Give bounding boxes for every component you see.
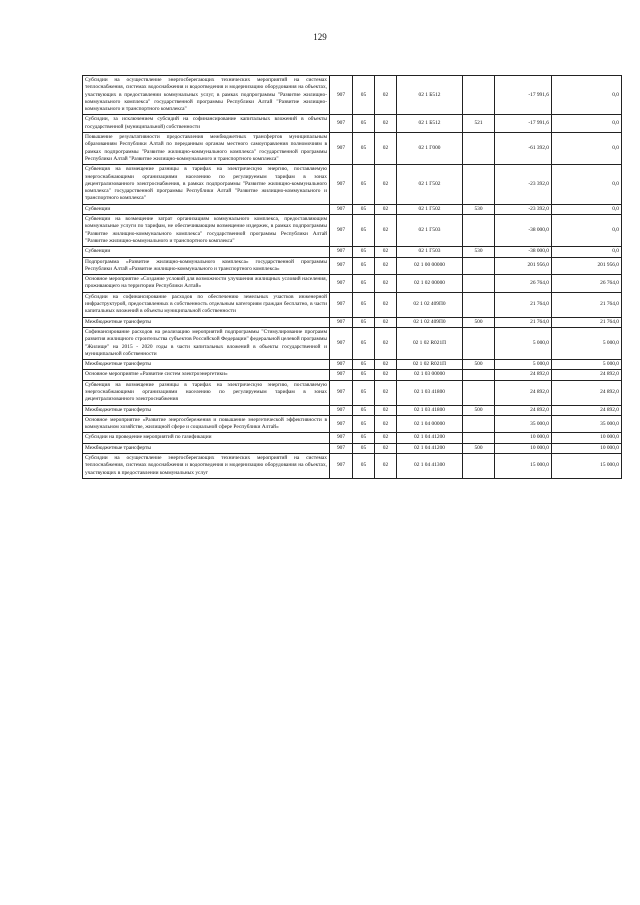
target-code: 02 1 04 41300 [397,454,463,479]
amount-total: 5 000,0 [552,327,622,359]
section-code: 05 [353,433,375,443]
amount-total: 201 956,0 [552,257,622,275]
table-row [83,215,622,247]
row-name: Субсидии на проведение мероприятий по газификации [83,433,330,443]
section-code: 05 [353,454,375,479]
target-code: 02 1 02 R021П [397,360,463,370]
row-name: Межбюджетные трансферты [83,405,330,415]
table-row [83,275,622,293]
section-code: 05 [353,257,375,275]
ministry-code: 907 [330,360,353,370]
ministry-code: 907 [330,327,353,359]
section-code: 05 [353,76,375,115]
expense-type-code: 500 [463,443,495,453]
table-row [83,257,622,275]
ministry-code: 907 [330,247,353,257]
expense-type-code [463,327,495,359]
expense-type-code [463,433,495,443]
subsection-code: 02 [375,370,397,380]
row-name: Межбюджетные трансферты [83,443,330,453]
table-row [83,415,622,433]
section-code: 05 [353,443,375,453]
amount-change: 10 000,0 [495,443,552,453]
ministry-code: 907 [330,433,353,443]
amount-total: 5 000,0 [552,360,622,370]
section-code: 05 [353,275,375,293]
row-name: Основное мероприятие «Развитие систем электроэнергетики» [83,370,330,380]
subsection-code: 02 [375,165,397,204]
subsection-code: 02 [375,257,397,275]
section-code: 05 [353,133,375,165]
subsection-code: 02 [375,360,397,370]
row-name: Межбюджетные трансферты [83,317,330,327]
amount-change: -23 392,0 [495,165,552,204]
table-row [83,380,622,405]
section-code: 05 [353,327,375,359]
section-code: 05 [353,247,375,257]
ministry-code: 907 [330,76,353,115]
expense-type-code [463,370,495,380]
amount-total: 24 892,0 [552,405,622,415]
budget-table [82,75,622,479]
amount-change: 15 000,0 [495,454,552,479]
ministry-code: 907 [330,370,353,380]
subsection-code: 02 [375,204,397,214]
section-code: 05 [353,360,375,370]
amount-total: 0,0 [552,165,622,204]
subsection-code: 02 [375,380,397,405]
amount-change: -61 392,0 [495,133,552,165]
expense-type-code [463,76,495,115]
target-code: 02 1 Г502 [397,204,463,214]
amount-change: 24 892,0 [495,380,552,405]
ministry-code: 907 [330,415,353,433]
section-code: 05 [353,165,375,204]
row-name: Основное мероприятие «Развитие энергосбережения и повышение энергетической эффективности в коммунальном хозяйстве, жилищной сфере и социальной сфере Республики Алтай» [83,415,330,433]
row-name: Подпрограмма «Развитие жилищно-коммунального комплекса» государственной программы Республики Алтай «Развитие жилищно-коммунального и транспортного комплекса» [83,257,330,275]
amount-change: 21 764,0 [495,317,552,327]
row-name: Субвенции на возмещение затрат организациям коммунального комплекса, предоставляющим коммунальные услуги по тарифам, не обеспечивающим возмещение издержек, в рамках подпрограммы "Развитие жилищно-коммунального комплекса" государственной программы Республики Алтай "Развитие жилищно-коммунального и транспортного комплекса" [83,215,330,247]
section-code: 05 [353,115,375,133]
row-name: Субсидии на софинансирование расходов по обеспечению земельных участков инженерной инфраструктурой, предоставленных в собственность отдельным категориям граждан бесплатно, в части капитальных вложений в объекты муниципальной собственности [83,292,330,317]
ministry-code: 907 [330,405,353,415]
expense-type-code: 530 [463,204,495,214]
section-code: 05 [353,292,375,317]
amount-change: 10 000,0 [495,433,552,443]
target-code: 02 1 02 409П0 [397,292,463,317]
table-row [83,370,622,380]
page-number: 129 [313,32,327,42]
amount-change: 21 764,0 [495,292,552,317]
amount-change: -17 991,6 [495,115,552,133]
row-name: Субсидии, за исключением субсидий на софинансирование капитальных вложений в объекты государственной (муниципальной) собственности [83,115,330,133]
target-code: 02 1 04 00000 [397,415,463,433]
amount-total: 0,0 [552,215,622,247]
table-row [83,433,622,443]
subsection-code: 02 [375,133,397,165]
section-code: 05 [353,370,375,380]
table-row [83,204,622,214]
subsection-code: 02 [375,327,397,359]
target-code: 02 1 02 00000 [397,275,463,293]
expense-type-code [463,292,495,317]
target-code: 02 1 02 409П0 [397,317,463,327]
ministry-code: 907 [330,133,353,165]
expense-type-code [463,380,495,405]
table-row [83,454,622,479]
amount-total: 0,0 [552,115,622,133]
amount-change: 26 764,0 [495,275,552,293]
target-code: 02 1 04 41200 [397,443,463,453]
subsection-code: 02 [375,443,397,453]
section-code: 05 [353,415,375,433]
amount-total: 21 764,0 [552,292,622,317]
row-name: Основное мероприятие «Создание условий для возможности улучшения жилищных условий населения, проживающего на территории Республики Алтай» [83,275,330,293]
row-name: Межбюджетные трансферты [83,360,330,370]
table-row [83,360,622,370]
table-row [83,292,622,317]
expense-type-code [463,215,495,247]
target-code: 02 1 03 41800 [397,380,463,405]
amount-total: 0,0 [552,133,622,165]
expense-type-code [463,257,495,275]
expense-type-code: 530 [463,247,495,257]
subsection-code: 02 [375,405,397,415]
table-row [83,443,622,453]
target-code: 02 1 03 41800 [397,405,463,415]
target-code: 02 1 Б512 [397,76,463,115]
target-code: 02 1 Г503 [397,215,463,247]
ministry-code: 907 [330,292,353,317]
amount-change: 5 000,0 [495,327,552,359]
ministry-code: 907 [330,317,353,327]
subsection-code: 02 [375,115,397,133]
table-row [83,165,622,204]
amount-change: -23 392,0 [495,204,552,214]
subsection-code: 02 [375,247,397,257]
section-code: 05 [353,317,375,327]
ministry-code: 907 [330,380,353,405]
target-code: 02 1 Г502 [397,165,463,204]
amount-total: 24 892,0 [552,370,622,380]
expense-type-code [463,165,495,204]
amount-total: 26 764,0 [552,275,622,293]
amount-total: 0,0 [552,247,622,257]
amount-total: 0,0 [552,76,622,115]
expense-type-code: 500 [463,360,495,370]
expense-type-code: 521 [463,115,495,133]
row-name: Субсидии на осуществление энергосберегающих технических мероприятий на системах теплоснабжения, системах водоснабжения и водоотведения и модернизацию оборудования на объектах, участвующих в предоставлении коммунальных услуг, в рамках подпрограммы "Развитие жилищно-коммунального комплекса" государственной программы Республики Алтай "Развитие жилищно-коммунального и транспортного комплекса" [83,76,330,115]
table-row [83,405,622,415]
ministry-code: 907 [330,275,353,293]
subsection-code: 02 [375,433,397,443]
ministry-code: 907 [330,257,353,275]
ministry-code: 907 [330,204,353,214]
expense-type-code: 500 [463,405,495,415]
amount-total: 24 892,0 [552,380,622,405]
expense-type-code [463,454,495,479]
table-row [83,115,622,133]
amount-change: -38 000,0 [495,215,552,247]
amount-change: -17 991,6 [495,76,552,115]
table-row [83,327,622,359]
table-row [83,76,622,115]
amount-total: 10 000,0 [552,443,622,453]
target-code: 02 1 Б512 [397,115,463,133]
target-code: 02 1 Г000 [397,133,463,165]
amount-total: 10 000,0 [552,433,622,443]
ministry-code: 907 [330,215,353,247]
target-code: 02 1 02 R021П [397,327,463,359]
amount-change: 35 000,0 [495,415,552,433]
section-code: 05 [353,405,375,415]
target-code: 02 1 03 00000 [397,370,463,380]
subsection-code: 02 [375,215,397,247]
amount-total: 21 764,0 [552,317,622,327]
expense-type-code [463,275,495,293]
row-name: Софинансирование расходов на реализацию мероприятий подпрограммы "Стимулирование программ развития жилищного строительства субъектов Российской Федерации" федеральной целевой программы "Жилище" на 2015 - 2020 годы в части капитальных вложений в объекты государственной и муниципальной собственности [83,327,330,359]
expense-type-code [463,133,495,165]
ministry-code: 907 [330,443,353,453]
subsection-code: 02 [375,415,397,433]
row-name: Субвенции [83,247,330,257]
expense-type-code [463,415,495,433]
table-row [83,133,622,165]
ministry-code: 907 [330,115,353,133]
amount-total: 15 000,0 [552,454,622,479]
section-code: 05 [353,204,375,214]
subsection-code: 02 [375,317,397,327]
amount-change: 201 956,0 [495,257,552,275]
amount-change: -38 000,0 [495,247,552,257]
amount-change: 24 892,0 [495,370,552,380]
table-body [83,76,622,479]
ministry-code: 907 [330,165,353,204]
amount-total: 35 000,0 [552,415,622,433]
amount-total: 0,0 [552,204,622,214]
section-code: 05 [353,215,375,247]
table-row [83,247,622,257]
subsection-code: 02 [375,292,397,317]
expense-type-code: 500 [463,317,495,327]
section-code: 05 [353,380,375,405]
row-name: Субвенция на возмещение разницы в тарифах на электрическую энергию, поставляемую энергоснабжающими организациями населению по регулируемым тарифам в зонах децентрализованного электроснабжения, в рамках подпрограммы "Развитие жилищно-коммунального комплекса" государственной программы Республики Алтай "Развитие жилищно-коммунального и транспортного комплекса" [83,165,330,204]
subsection-code: 02 [375,76,397,115]
table-row [83,317,622,327]
ministry-code: 907 [330,454,353,479]
amount-change: 5 000,0 [495,360,552,370]
target-code: 02 1 04 41200 [397,433,463,443]
amount-change: 24 892,0 [495,405,552,415]
subsection-code: 02 [375,454,397,479]
row-name: Субвенция на возмещение разницы в тарифах на электрическую энергию, поставляемую энергоснабжающими организациями населению по регулируемым тарифам в зонах децентрализованного электроснабжения [83,380,330,405]
target-code: 02 1 Г503 [397,247,463,257]
target-code: 02 1 00 00000 [397,257,463,275]
subsection-code: 02 [375,275,397,293]
row-name: Повышение результативности предоставления межбюджетных трансфертов муниципальным образованиям Республики Алтай по переданным органам местного самоуправления полномочиям в рамках подпрограммы "Развитие жилищно-коммунального комплекса" государственной программы Республики Алтай "Развитие жилищно-коммунального и транспортного комплекса" [83,133,330,165]
row-name: Субсидии на осуществление энергосберегающих технических мероприятий на системах теплоснабжения, системах водоснабжения и водоотведения и модернизацию оборудования на объектах, участвующих в предоставлении коммунальных услуг [83,454,330,479]
row-name: Субвенции [83,204,330,214]
